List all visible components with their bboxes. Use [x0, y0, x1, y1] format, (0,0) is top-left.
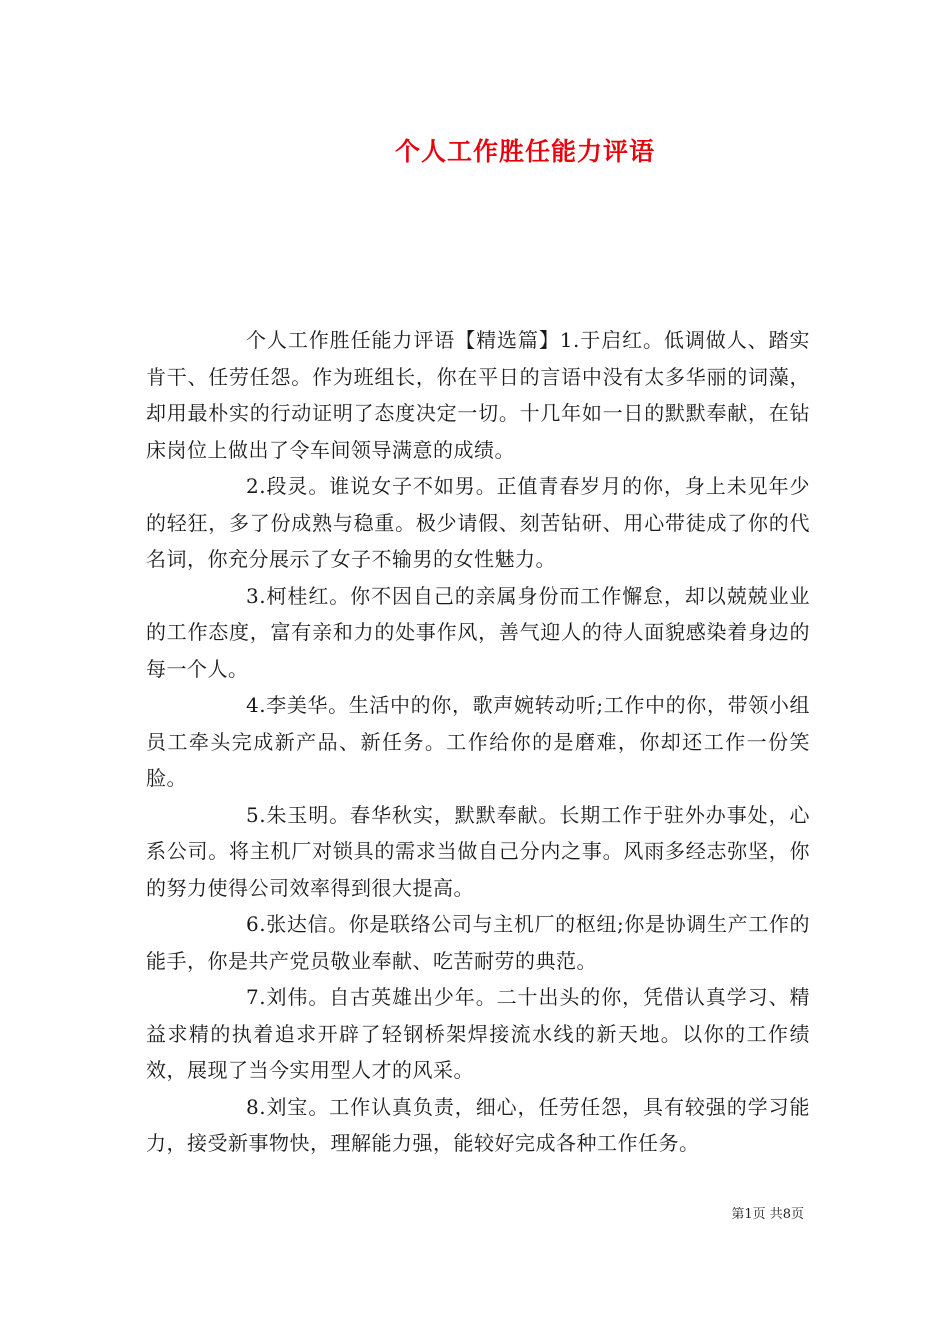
paragraph-2: 2.段灵。谁说女子不如男。正值青春岁月的你，身上未见年少的轻狂，多了份成熟与稳重。极少请假、刻苦钻研、用心带徒成了你的代名词，你充分展示了女子不输男的女性魅力。: [146, 474, 810, 571]
paragraph-3: 3.柯桂红。你不因自己的亲属身份而工作懈怠，却以兢兢业业的工作态度，富有亲和力的处事作风，善气迎人的待人面貌感染着身边的每一个人。: [146, 583, 810, 681]
paragraph-8: 8.刘宝。工作认真负责，细心，任劳任怨，具有较强的学习能力，接受新事物快，理解能力强，能较好完成各种工作任务。: [146, 1094, 810, 1155]
paragraph-5: 5.朱玉明。春华秋实，默默奉献。长期工作于驻外办事处，心系公司。将主机厂对锁具的需求当做自己分内之事。风雨多经志弥坚，你的努力使得公司效率得到很大提高。: [146, 802, 810, 900]
document-body: [146, 322, 810, 1162]
paragraph-4: 4.李美华。生活中的你，歌声婉转动听;工作中的你，带领小组员工牵头完成新产品、新任务。工作给你的是磨难，你却还工作一份笑脸。: [146, 693, 810, 790]
document-title: 个人工作胜任能力评语: [394, 137, 655, 166]
paragraph-1: 个人工作胜任能力评语【精选篇】1.于启红。低调做人、踏实肯干、任劳任怨。作为班组长，你在平日的言语中没有太多华丽的词藻，却用最朴实的行动证明了态度决定一切。十几年如一日的默默奉献，在钻床岗位上做出了令车间领导满意的成绩。: [146, 328, 810, 462]
page-number-footer: 第1页 共8页: [731, 1207, 804, 1222]
paragraph-7: 7.刘伟。自古英雄出少年。二十出头的你，凭借认真学习、精益求精的执着追求开辟了轻钢桥架焊接流水线的新天地。以你的工作绩效，展现了当今实用型人才的风采。: [146, 985, 810, 1082]
paragraph-6: 6.张达信。你是联络公司与主机厂的枢纽;你是协调生产工作的能手，你是共产党员敬业奉献、吃苦耐劳的典范。: [146, 912, 810, 973]
